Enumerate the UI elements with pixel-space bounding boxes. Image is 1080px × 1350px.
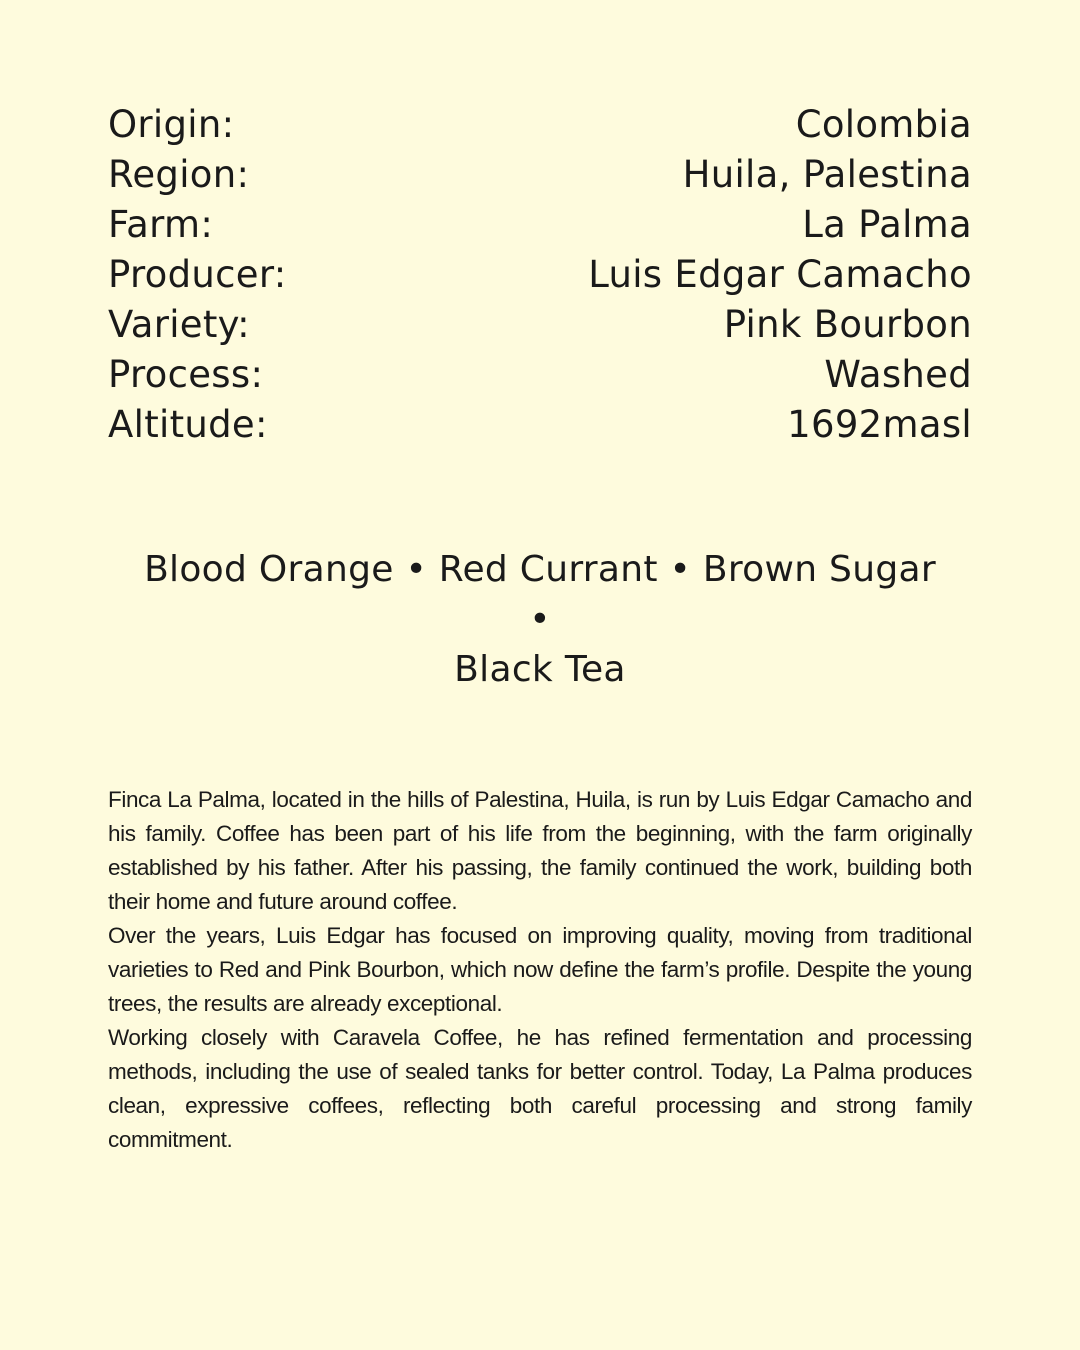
coffee-info-card — [108, 100, 972, 1157]
spec-label: Region: — [108, 153, 250, 196]
spec-label: Altitude: — [108, 403, 268, 446]
spec-row-region — [108, 150, 972, 200]
spec-label: Producer: — [108, 253, 287, 296]
spec-row-variety — [108, 300, 972, 350]
spec-value: La Palma — [802, 203, 972, 246]
spec-value: Colombia — [795, 103, 972, 146]
farm-story — [108, 783, 972, 1157]
spec-value: Huila, Palestina — [682, 153, 972, 196]
story-paragraph-3: Working closely with Caravela Coffee, he has refined fermentation and processing methods, including the use of sealed tanks for better control. Today, La Palma produces clean, expressive coffees, reflecting both careful processing and strong family commitment. — [108, 1025, 972, 1152]
story-paragraph-1: Finca La Palma, located in the hills of Palestina, Huila, is run by Luis Edgar Camacho and his family. Coffee has been part of his life from the beginning, with the farm originally established by his father. After his passing, the family continued the work, building both their home and future around coffee. — [108, 787, 972, 914]
spec-list — [108, 100, 972, 450]
tasting-notes-line-1: Blood Orange • Red Currant • Brown Sugar • — [144, 549, 936, 640]
spec-label: Variety: — [108, 303, 250, 346]
spec-value: 1692masl — [787, 403, 972, 446]
spec-value: Luis Edgar Camacho — [588, 253, 972, 296]
spec-value: Pink Bourbon — [723, 303, 972, 346]
tasting-notes-line-2: Black Tea — [454, 649, 626, 690]
story-paragraph-2: Over the years, Luis Edgar has focused on improving quality, moving from traditional varieties to Red and Pink Bourbon, which now define the farm’s profile. Despite the young trees, the results are already exceptional. — [108, 923, 972, 1016]
spec-row-process — [108, 350, 972, 400]
spec-row-altitude — [108, 400, 972, 450]
tasting-notes — [108, 545, 972, 695]
spec-row-farm — [108, 200, 972, 250]
spec-value: Washed — [824, 353, 972, 396]
spec-label: Process: — [108, 353, 264, 396]
spec-label: Farm: — [108, 203, 214, 246]
spec-row-origin — [108, 100, 972, 150]
spec-label: Origin: — [108, 103, 235, 146]
spec-row-producer — [108, 250, 972, 300]
